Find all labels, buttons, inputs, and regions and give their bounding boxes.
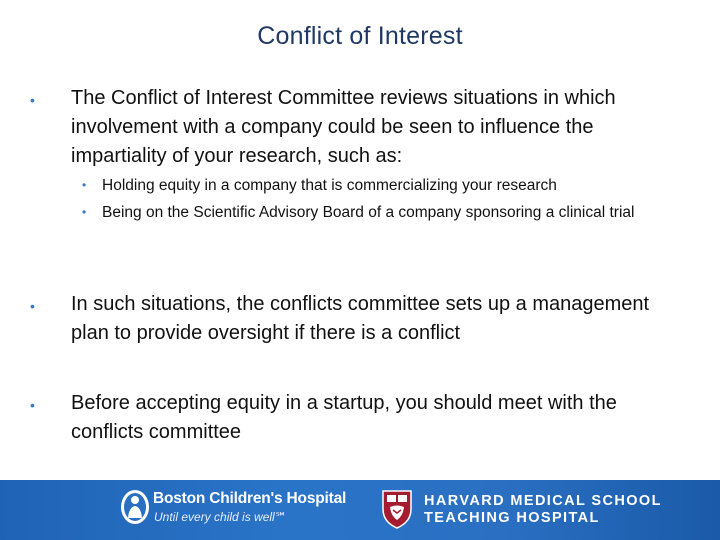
harvard-shield-icon bbox=[381, 489, 413, 529]
bullet-text: Before accepting equity in a startup, you should meet with the conflicts committee bbox=[71, 392, 617, 443]
bullet-text: The Conflict of Interest Committee reviews situations in which involvement with a company could be seen to influence the impartiality of your research, such as: bbox=[71, 87, 616, 167]
slide-title: Conflict of Interest bbox=[257, 22, 463, 50]
boston-childrens-name: Boston Children's Hospital bbox=[153, 490, 347, 507]
bullet-dot: • bbox=[30, 298, 35, 314]
footer-banner bbox=[0, 480, 720, 540]
harvard-line-1: HARVARD MEDICAL SCHOOL bbox=[424, 493, 662, 509]
sub-bullet-dot: • bbox=[82, 178, 87, 192]
sub-bullet-text: Holding equity in a company that is commercializing your research bbox=[102, 177, 557, 194]
bullet-dot: • bbox=[30, 397, 35, 413]
bullet-dot: • bbox=[30, 92, 35, 108]
bullet-text: In such situations, the conflicts committee sets up a management plan to provide oversight if there is a conflict bbox=[71, 293, 650, 344]
harvard-line-2: TEACHING HOSPITAL bbox=[424, 510, 600, 526]
sub-bullet-dot: • bbox=[82, 205, 87, 219]
sub-bullet-text: Being on the Scientific Advisory Board of a company sponsoring a clinical trial bbox=[102, 204, 635, 221]
child-seal-icon bbox=[120, 489, 150, 525]
boston-childrens-tagline: Until every child is well℠ bbox=[154, 510, 287, 524]
